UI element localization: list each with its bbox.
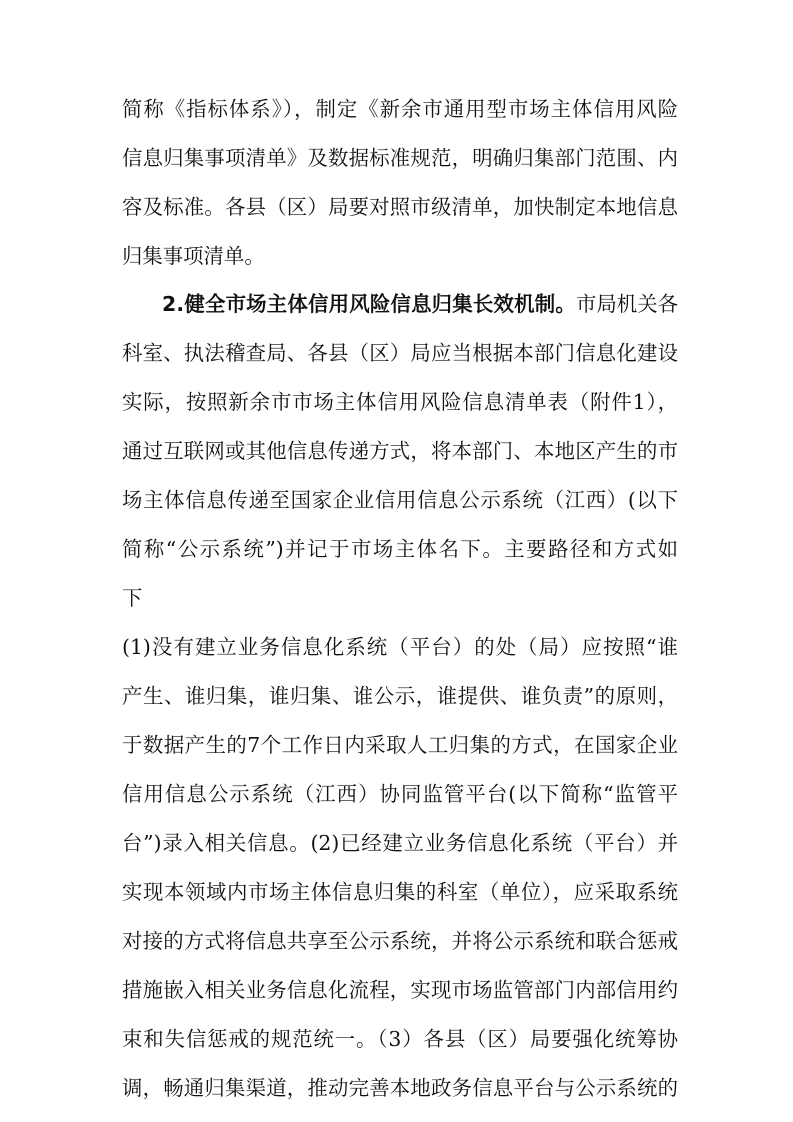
text-line: 信用信息公示系统（江西）协同监管平台(以下简称“监管平 [122,782,678,806]
text-line: 简称《指标体系》），制定《新余市通用型市场主体信用风险 [122,97,678,121]
text-line: 实现本领域内市场主体信息归集的科室（单位），应采取系统 [122,880,678,904]
text-line: 对接的方式将信息共享至公示系统，并将公示系统和联合惩戒 [122,929,678,953]
text-line: 容及标准。各县（区）局要对照市级清单，加快制定本地信息 [122,195,678,219]
text-line: 于数据产生的7个工作日内采取人工归集的方式，在国家企业 [122,733,678,757]
text-line: 束和失信惩戒的规范统一。（3）各县（区）局要强化统筹协 [122,1027,678,1051]
text-line: 归集事项清单。 [122,244,265,268]
text-line: 信息归集事项清单》及数据标准规范，明确归集部门范围、内 [122,146,678,170]
text-line: 实际，按照新余市市场主体信用风险信息清单表（附件1）， [122,390,678,414]
text-line: 市局机关各 [575,292,679,316]
text-line: 科室、执法稽查局、各县（区）局应当根据本部门信息化建设 [122,341,678,365]
section-heading-line [162,290,678,318]
section-heading: 2.健全市场主体信用风险信息归集长效机制。 [162,292,576,316]
text-line: 台”)录入相关信息。(2)已经建立业务信息化系统（平台）并 [122,831,678,855]
text-line: 调，畅通归集渠道，推动完善本地政务信息平台与公示系统的 [122,1076,678,1100]
text-line: 简称“公示系统”)并记于市场主体名下。主要路径和方式如 [122,537,678,561]
text-line: 措施嵌入相关业务信息化流程，实现市场监管部门内部信用约 [122,978,678,1002]
text-line: 产生、谁归集，谁归集、谁公示，谁提供、谁负责”的原则， [122,684,678,708]
text-line: (1)没有建立业务信息化系统（平台）的处（局）应按照“谁 [122,635,678,659]
text-line: 通过互联网或其他信息传递方式，将本部门、本地区产生的市 [122,439,678,463]
text-line: 下 [122,586,143,610]
text-line: 场主体信息传递至国家企业信用信息公示系统（江西）(以下 [122,488,678,512]
